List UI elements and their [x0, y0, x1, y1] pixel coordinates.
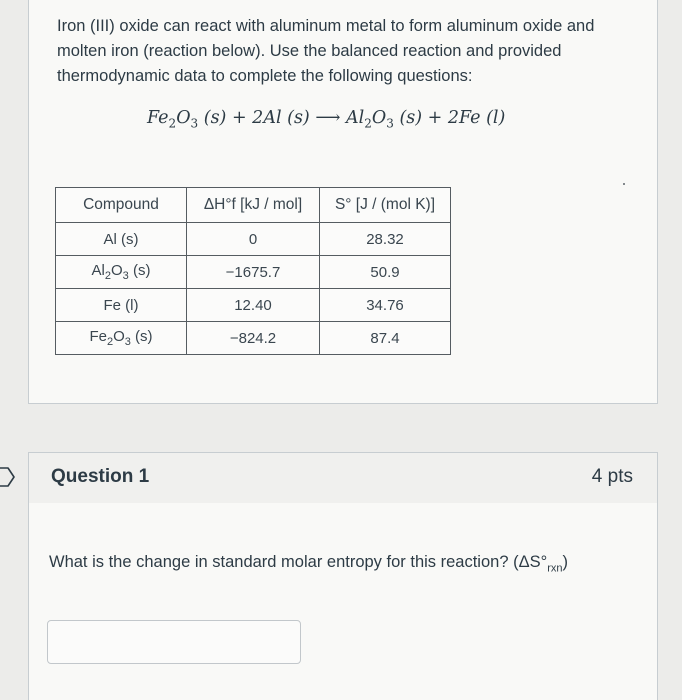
- flag-icon[interactable]: [0, 465, 18, 489]
- answer-input[interactable]: [47, 620, 301, 664]
- table-header-row: [56, 188, 451, 223]
- entropy-cell: 28.32: [320, 223, 451, 256]
- header-enthalpy: ΔH°f [kJ / mol]: [187, 188, 320, 223]
- intro-paragraph: Iron (III) oxide can react with aluminum metal to form aluminum oxide and molten iron (reaction below). Use the balanced reaction and provided thermodynamic data to complete the following questions:: [57, 17, 595, 85]
- question-points: 4 pts: [591, 466, 633, 487]
- screen-speck: [623, 183, 625, 185]
- table-row: [56, 289, 451, 322]
- header-compound: Compound: [56, 188, 187, 223]
- compound-cell: $Al_2O_3$ (s): [56, 256, 187, 289]
- compound-cell: $Fe_2O_3$ (s): [56, 322, 187, 355]
- entropy-cell: 50.9: [320, 256, 451, 289]
- enthalpy-cell: 12.40: [187, 289, 320, 322]
- enthalpy-cell: 0: [187, 223, 320, 256]
- question-title: Question 1: [51, 466, 150, 487]
- enthalpy-cell: −1675.7: [187, 256, 320, 289]
- thermodynamic-data-table: [55, 187, 451, 355]
- question-intro-panel: [28, 0, 658, 404]
- table-row: [56, 223, 451, 256]
- entropy-cell: 34.76: [320, 289, 451, 322]
- table-row: [56, 322, 451, 355]
- reaction-arrow: ⟶: [315, 108, 341, 128]
- enthalpy-cell: −824.2: [187, 322, 320, 355]
- entropy-cell: 87.4: [320, 322, 451, 355]
- balanced-equation: $Fe_2O_3$ (s) + 2Al (s) ⟶ $Al_2O_3$ (s) + 2Fe (l): [147, 108, 506, 131]
- question-header: [28, 452, 658, 504]
- header-entropy: S° [J / (mol K)]: [320, 188, 451, 223]
- compound-cell: Al (s): [56, 223, 187, 256]
- table-row: [56, 256, 451, 289]
- question-body: [28, 503, 658, 700]
- compound-cell: Fe (l): [56, 289, 187, 322]
- question-prompt: What is the change in standard molar entropy for this reaction? $(\Delta S^\circ_{rxn})$: [49, 553, 568, 575]
